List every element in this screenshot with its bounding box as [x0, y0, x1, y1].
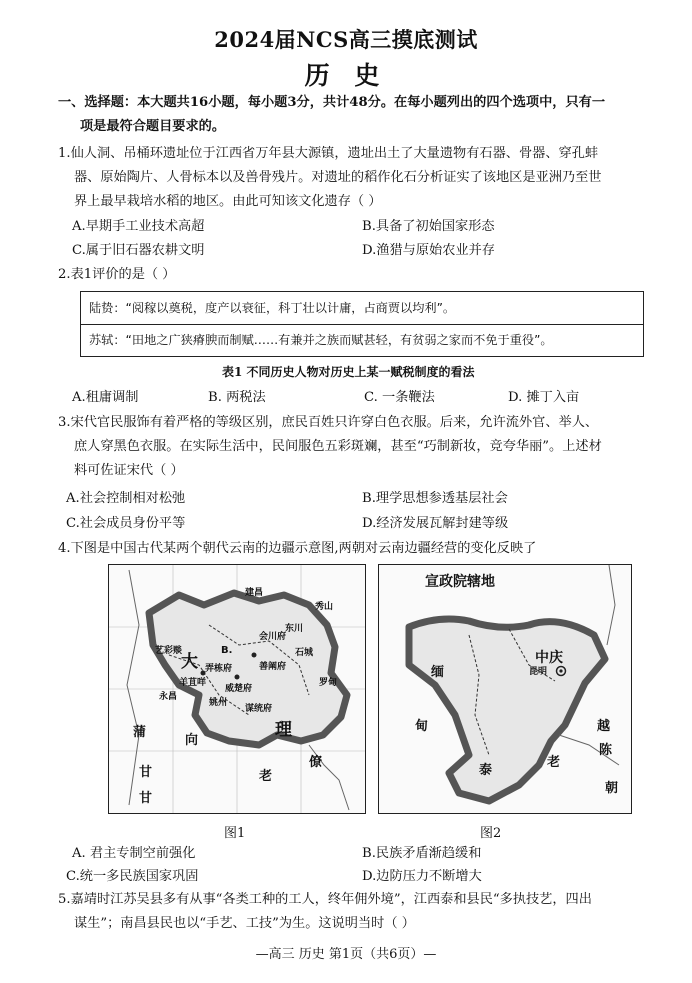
q3-option-d[interactable]: D.经济发展瓦解封建等级 [362, 516, 509, 531]
map1-label-gan-1: 甘 [139, 765, 153, 780]
q2-quote-lu-zhi: 陆贽：“阅稼以奠税，度产以衰征，科丁壮以计庸，占商贾以均利”。 [89, 301, 456, 315]
subject-title: 历 史 [304, 61, 388, 90]
section-instruction-line1: 一、选择题：本大题共16小题，每小题3分，共计48分。在每小题列出的四个选项中，只有一 [58, 95, 606, 110]
map1-label-huichuan: 会川府 [259, 632, 287, 642]
map2-label-xuanzhengyuan: 宣政院辖地 [425, 574, 495, 590]
map2-label-kunming: 昆明 [529, 667, 548, 677]
map1-label-gan-2: 甘 [139, 791, 153, 806]
table1-caption: 表1 不同历史人物对历史上某一赋税制度的看法 [222, 365, 475, 379]
map1-label-xiushan: 秀山 [315, 602, 334, 612]
q1-option-c[interactable]: C.属于旧石器农耕文明 [72, 243, 205, 258]
q2-option-c[interactable]: C. 一条鞭法 [364, 390, 435, 405]
map2-label-mian: 缅 [431, 665, 445, 680]
map1-label-yangjumie: 羊苴咩 [179, 678, 207, 688]
q4-option-d[interactable]: D.边防压力不断增大 [362, 869, 482, 884]
q3-stem-line3: 料可佐证宋代（ ） [74, 463, 184, 478]
q2-quote-table [80, 291, 644, 357]
q1-option-b[interactable]: B.具备了初始国家形态 [362, 219, 495, 234]
map1-label-yongchang: 永昌 [159, 692, 178, 702]
map1-label-b: B. [221, 645, 233, 656]
map1-label-shicheng: 石城 [295, 648, 314, 658]
q1-option-a[interactable]: A.早期手工业技术高超 [72, 219, 205, 234]
q4-stem: 4.下图是中国古代某两个朝代云南的边疆示意图,两朝对云南边疆经营的变化反映了 [58, 541, 537, 556]
q4-option-a[interactable]: A. 君主专制空前强化 [72, 846, 196, 861]
map1-caption: 图1 [224, 826, 246, 841]
q2-option-b[interactable]: B. 两税法 [208, 390, 266, 405]
q5-stem-line2: 谋生”；南昌县民也以“手艺、工技”为生。这说明当时（ ） [74, 916, 415, 931]
map1-label-luodian: 罗甸 [319, 678, 338, 688]
q2-stem: 2.表1评价的是（ ） [58, 267, 176, 282]
map1-label-nongdong: 弄栋府 [205, 664, 233, 674]
q4-option-b[interactable]: B.民族矛盾渐趋缓和 [362, 846, 482, 861]
q3-option-c[interactable]: C.社会成员身份平等 [66, 516, 186, 531]
exam-title: 2024届NCS高三摸底测试 [214, 27, 478, 52]
map1-label-lao: 老 [259, 769, 273, 784]
q1-stem-line2: 器、原始陶片、人骨标本以及兽骨残片。对遗址的稻作化石分析证实了该地区是亚洲乃至世 [74, 170, 602, 185]
map-figure-1 [108, 564, 366, 814]
map1-label-li: 理 [275, 720, 292, 740]
map1-label-dongchuan: 东川 [285, 624, 304, 634]
map2-caption: 图2 [480, 826, 502, 841]
map1-label-yaozhou: 姚州 [209, 698, 228, 708]
map1-label-shanchan: 善阐府 [259, 662, 287, 672]
q5-stem-line1: 5.嘉靖时江苏吴县多有从事“各类工种的工人，终年佣外境”，江西泰和县民“多执技艺，四出 [58, 892, 592, 907]
map2-label-lao: 老 [547, 755, 561, 770]
map2-label-chao: 朝 [605, 781, 619, 796]
map2-label-tai: 泰 [479, 763, 493, 778]
section-instruction-line2: 项是最符合题目要求的。 [80, 119, 226, 134]
map1-label-liao: 僚 [309, 755, 323, 770]
map1-label-da: 大 [181, 652, 198, 672]
map2-drawing [379, 565, 631, 813]
map2-label-zhongqing: 中庆 [535, 650, 563, 666]
q1-stem-line1: 1.仙人洞、吊桶环遗址位于江西省万年县大源镇，遗址出土了大量遗物有石器、骨器、穿孔蚌 [58, 146, 599, 161]
map1-label-weichu: 威楚府 [225, 684, 253, 694]
q4-option-c[interactable]: C.统一多民族国家巩固 [66, 869, 199, 884]
map1-label-xiang: 向 [185, 733, 199, 748]
q2-quote-su-shi: 苏轼：“田地之广狭瘠腴而制赋……有兼并之族而赋甚轻，有贫弱之家而不免于重役”。 [89, 333, 553, 347]
map-figure-2 [378, 564, 632, 814]
map1-label-moutong: 谋统府 [245, 704, 273, 714]
page-footer: —高三 历史 第1页（共6页）— [255, 947, 437, 962]
q3-stem-line2: 庶人穿黑色衣服。在实际生活中，民间服色五彩斑斓，甚至“巧制新妆，竞夸华丽”。上述材 [74, 439, 602, 454]
q3-stem-line1: 3.宋代官民服饰有着严格的等级区别，庶民百姓只许穿白色衣服。后来，允许流外官、举人、 [58, 415, 599, 430]
map2-label-yue: 越 [597, 719, 611, 734]
map1-label-pu: 蒲 [133, 725, 147, 740]
q2-option-d[interactable]: D. 摊丁入亩 [508, 390, 580, 405]
q3-option-a[interactable]: A.社会控制相对松弛 [66, 491, 186, 506]
q1-stem-line3: 界上最早栽培水稻的地区。由此可知该文化遗存（ ） [74, 194, 382, 209]
map2-label-chen: 陈 [599, 743, 613, 758]
q3-option-b[interactable]: B.理学思想参透基层社会 [362, 491, 508, 506]
q1-option-d[interactable]: D.渔猎与原始农业并存 [362, 243, 495, 258]
q2-option-a[interactable]: A.租庸调制 [72, 390, 139, 405]
map1-label-jianchang: 建昌 [245, 588, 264, 598]
map2-label-dian: 甸 [415, 719, 429, 734]
map1-label-yicaidan: 艺彩赕 [155, 646, 183, 656]
